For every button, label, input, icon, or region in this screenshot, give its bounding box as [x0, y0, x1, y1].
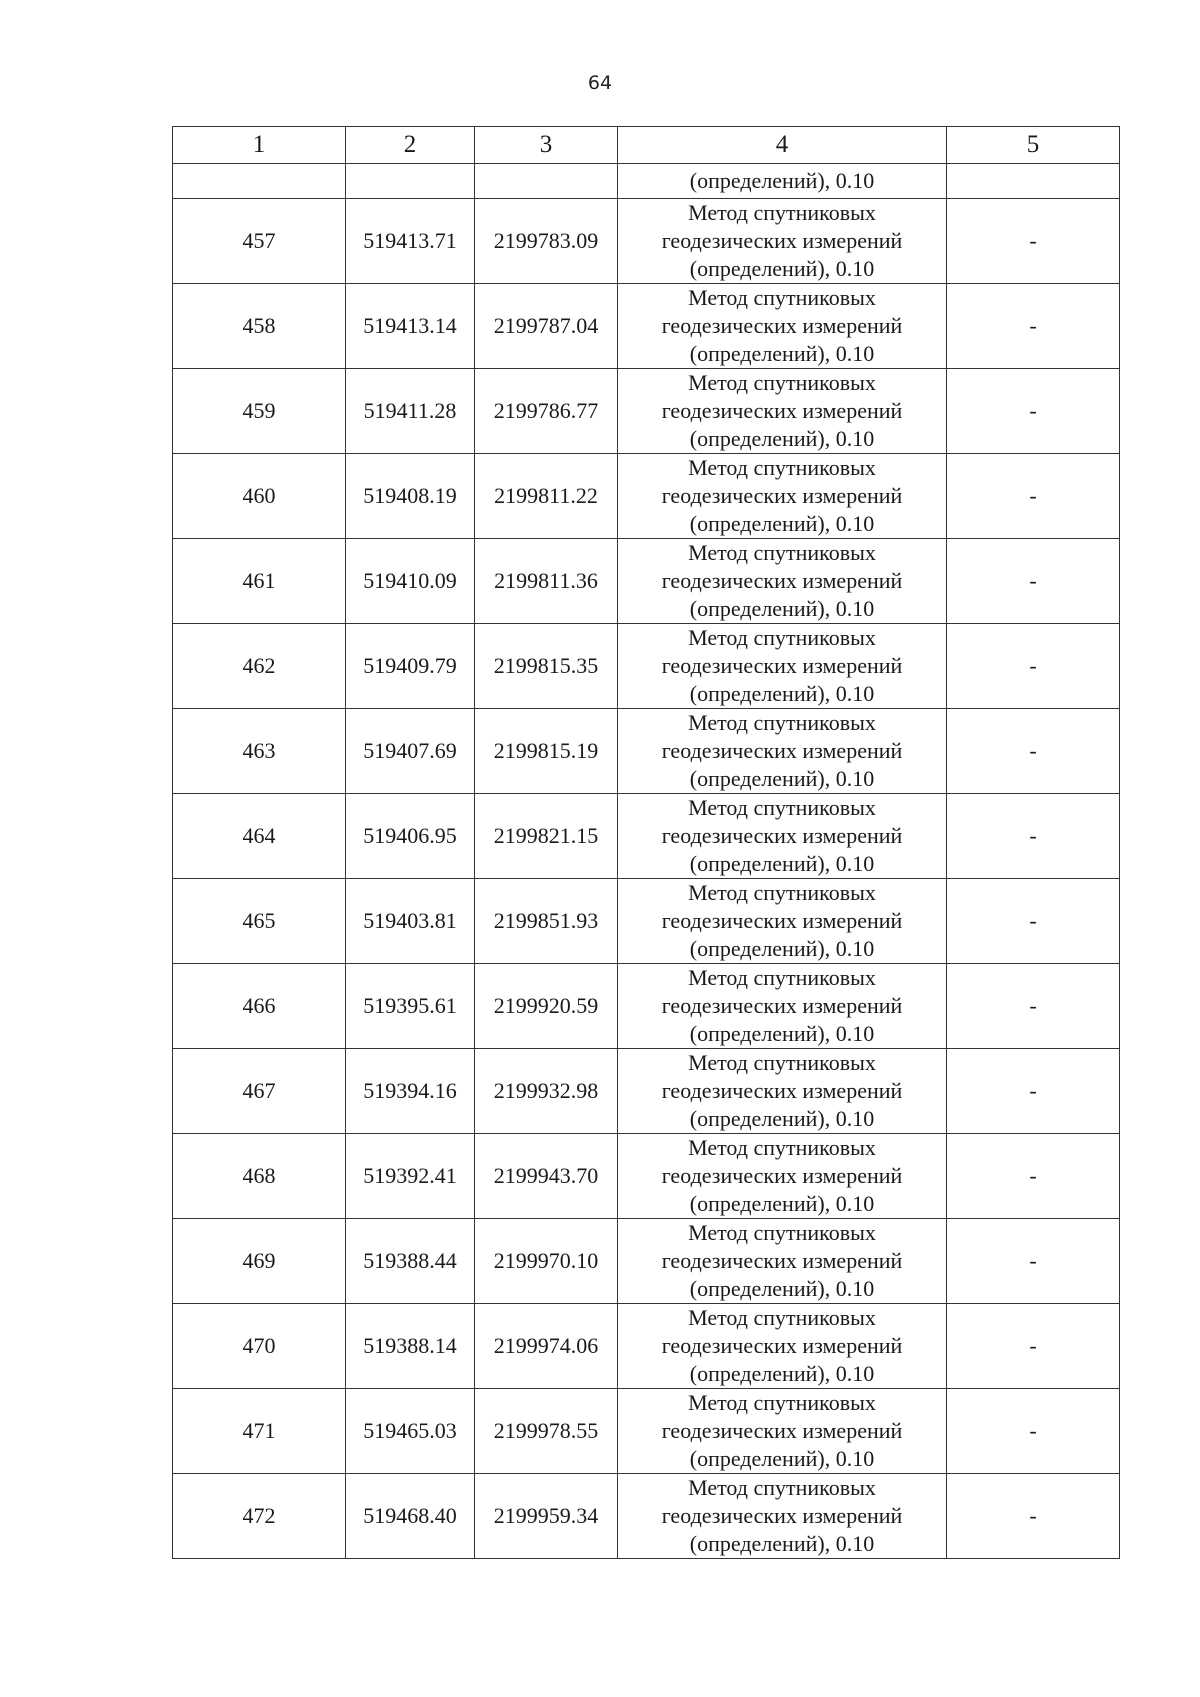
table-row: [173, 1219, 1120, 1304]
method-text: Метод спутниковых: [688, 1475, 876, 1500]
table-body: [173, 164, 1120, 1559]
method-text: (определений), 0.10: [689, 511, 875, 536]
method-text: (определений), 0.10: [689, 1531, 875, 1556]
method-text: Метод спутниковых: [688, 200, 876, 225]
y-coordinate-cell: 2199959.34: [475, 1474, 618, 1559]
note-cell: -: [947, 199, 1120, 284]
column-header-3: 3: [475, 127, 618, 164]
x-coordinate-cell: 519392.41: [346, 1134, 475, 1219]
method-cell: [618, 1304, 947, 1389]
method-text: геодезических измерений: [661, 483, 903, 508]
page-number: 64: [587, 72, 613, 94]
method-text: Метод спутниковых: [688, 625, 876, 650]
method-text: геодезических измерений: [661, 738, 903, 763]
method-text: (определений), 0.10: [689, 341, 875, 366]
point-number-cell: 463: [173, 709, 346, 794]
method-text: геодезических измерений: [661, 908, 903, 933]
column-header-4: 4: [618, 127, 947, 164]
point-number-cell: 459: [173, 369, 346, 454]
table-row: [173, 539, 1120, 624]
x-coordinate-cell: 519407.69: [346, 709, 475, 794]
table-row: [173, 454, 1120, 539]
y-coordinate-cell: 2199811.22: [475, 454, 618, 539]
method-text: Метод спутниковых: [688, 1220, 876, 1245]
method-cell: [618, 794, 947, 879]
method-cell: [618, 1049, 947, 1134]
method-tail-cell: (определений), 0.10: [618, 164, 947, 199]
method-cell: [618, 454, 947, 539]
method-text: (определений), 0.10: [689, 936, 875, 961]
table-row: [173, 1304, 1120, 1389]
method-cell: [618, 1134, 947, 1219]
point-number-cell: 470: [173, 1304, 346, 1389]
method-text: (определений), 0.10: [689, 851, 875, 876]
y-coordinate-cell: 2199978.55: [475, 1389, 618, 1474]
note-cell: -: [947, 624, 1120, 709]
point-number-cell: 457: [173, 199, 346, 284]
y-coordinate-cell: 2199851.93: [475, 879, 618, 964]
method-text: (определений), 0.10: [689, 681, 875, 706]
method-cell: [618, 539, 947, 624]
note-cell: -: [947, 1219, 1120, 1304]
method-text: геодезических измерений: [661, 1163, 903, 1188]
note-cell: -: [947, 879, 1120, 964]
note-cell: -: [947, 709, 1120, 794]
y-coordinate-cell: 2199821.15: [475, 794, 618, 879]
x-coordinate-cell: 519406.95: [346, 794, 475, 879]
method-text: (определений), 0.10: [689, 766, 875, 791]
method-cell: [618, 964, 947, 1049]
method-text: геодезических измерений: [661, 1503, 903, 1528]
method-text: геодезических измерений: [661, 1078, 903, 1103]
x-coordinate-cell: 519411.28: [346, 369, 475, 454]
y-coordinate-cell: 2199970.10: [475, 1219, 618, 1304]
method-text: (определений), 0.10: [689, 596, 875, 621]
table-row: [173, 284, 1120, 369]
method-cell: [618, 199, 947, 284]
empty-cell: [173, 164, 346, 199]
empty-cell: [346, 164, 475, 199]
method-cell: [618, 1389, 947, 1474]
coordinates-table: [172, 126, 1120, 1559]
note-cell: -: [947, 369, 1120, 454]
note-cell: -: [947, 964, 1120, 1049]
table-row: [173, 624, 1120, 709]
table-row: [173, 964, 1120, 1049]
method-text: геодезических измерений: [661, 1333, 903, 1358]
y-coordinate-cell: 2199974.06: [475, 1304, 618, 1389]
note-cell: -: [947, 1134, 1120, 1219]
x-coordinate-cell: 519413.14: [346, 284, 475, 369]
method-text: Метод спутниковых: [688, 1390, 876, 1415]
method-text: Метод спутниковых: [688, 540, 876, 565]
method-cell: [618, 624, 947, 709]
table-row: [173, 1389, 1120, 1474]
method-text: Метод спутниковых: [688, 1135, 876, 1160]
y-coordinate-cell: 2199943.70: [475, 1134, 618, 1219]
x-coordinate-cell: 519395.61: [346, 964, 475, 1049]
method-cell: [618, 709, 947, 794]
empty-cell: [947, 164, 1120, 199]
method-text: Метод спутниковых: [688, 455, 876, 480]
note-cell: -: [947, 1049, 1120, 1134]
column-header-1: 1: [173, 127, 346, 164]
method-text: (определений), 0.10: [689, 1446, 875, 1471]
point-number-cell: 460: [173, 454, 346, 539]
method-text: геодезических измерений: [661, 1248, 903, 1273]
method-text: (определений), 0.10: [689, 1106, 875, 1131]
method-text: геодезических измерений: [661, 313, 903, 338]
point-number-cell: 467: [173, 1049, 346, 1134]
point-number-cell: 458: [173, 284, 346, 369]
point-number-cell: 462: [173, 624, 346, 709]
method-text: (определений), 0.10: [689, 1021, 875, 1046]
y-coordinate-cell: 2199787.04: [475, 284, 618, 369]
method-text: Метод спутниковых: [688, 710, 876, 735]
y-coordinate-cell: 2199786.77: [475, 369, 618, 454]
y-coordinate-cell: 2199783.09: [475, 199, 618, 284]
note-cell: -: [947, 539, 1120, 624]
method-text: геодезических измерений: [661, 568, 903, 593]
note-cell: -: [947, 1304, 1120, 1389]
point-number-cell: 464: [173, 794, 346, 879]
method-text: Метод спутниковых: [688, 1050, 876, 1075]
y-coordinate-cell: 2199815.35: [475, 624, 618, 709]
method-cell: [618, 369, 947, 454]
x-coordinate-cell: 519403.81: [346, 879, 475, 964]
y-coordinate-cell: 2199920.59: [475, 964, 618, 1049]
table-row: [173, 709, 1120, 794]
x-coordinate-cell: 519413.71: [346, 199, 475, 284]
note-cell: -: [947, 1389, 1120, 1474]
method-cell: [618, 284, 947, 369]
method-text: (определений), 0.10: [689, 426, 875, 451]
x-coordinate-cell: 519388.14: [346, 1304, 475, 1389]
y-coordinate-cell: 2199815.19: [475, 709, 618, 794]
method-text: геодезических измерений: [661, 823, 903, 848]
method-text: (определений), 0.10: [689, 1191, 875, 1216]
y-coordinate-cell: 2199932.98: [475, 1049, 618, 1134]
continuation-row: [173, 164, 1120, 199]
note-cell: -: [947, 1474, 1120, 1559]
table-row: [173, 1134, 1120, 1219]
method-text: Метод спутниковых: [688, 370, 876, 395]
x-coordinate-cell: 519394.16: [346, 1049, 475, 1134]
method-text: геодезических измерений: [661, 1418, 903, 1443]
x-coordinate-cell: 519465.03: [346, 1389, 475, 1474]
x-coordinate-cell: 519388.44: [346, 1219, 475, 1304]
method-cell: [618, 1219, 947, 1304]
note-cell: -: [947, 454, 1120, 539]
table-row: [173, 1049, 1120, 1134]
point-number-cell: 471: [173, 1389, 346, 1474]
method-text: геодезических измерений: [661, 653, 903, 678]
method-text: геодезических измерений: [661, 993, 903, 1018]
method-text: Метод спутниковых: [688, 880, 876, 905]
x-coordinate-cell: 519408.19: [346, 454, 475, 539]
point-number-cell: 468: [173, 1134, 346, 1219]
method-text: Метод спутниковых: [688, 1305, 876, 1330]
table-header-row: [173, 127, 1120, 164]
x-coordinate-cell: 519468.40: [346, 1474, 475, 1559]
method-text: (определений), 0.10: [689, 1276, 875, 1301]
method-cell: [618, 879, 947, 964]
point-number-cell: 466: [173, 964, 346, 1049]
table-row: [173, 369, 1120, 454]
method-text: (определений), 0.10: [689, 1361, 875, 1386]
y-coordinate-cell: 2199811.36: [475, 539, 618, 624]
note-cell: -: [947, 794, 1120, 879]
point-number-cell: 461: [173, 539, 346, 624]
table-row: [173, 794, 1120, 879]
method-text: геодезических измерений: [661, 228, 903, 253]
table-row: [173, 1474, 1120, 1559]
point-number-cell: 469: [173, 1219, 346, 1304]
method-text: Метод спутниковых: [688, 285, 876, 310]
method-text: геодезических измерений: [661, 398, 903, 423]
table-row: [173, 199, 1120, 284]
method-text: (определений), 0.10: [689, 256, 875, 281]
column-header-2: 2: [346, 127, 475, 164]
note-cell: -: [947, 284, 1120, 369]
x-coordinate-cell: 519410.09: [346, 539, 475, 624]
x-coordinate-cell: 519409.79: [346, 624, 475, 709]
column-header-5: 5: [947, 127, 1120, 164]
point-number-cell: 465: [173, 879, 346, 964]
method-text: Метод спутниковых: [688, 795, 876, 820]
method-text: Метод спутниковых: [688, 965, 876, 990]
empty-cell: [475, 164, 618, 199]
table-row: [173, 879, 1120, 964]
point-number-cell: 472: [173, 1474, 346, 1559]
method-cell: [618, 1474, 947, 1559]
